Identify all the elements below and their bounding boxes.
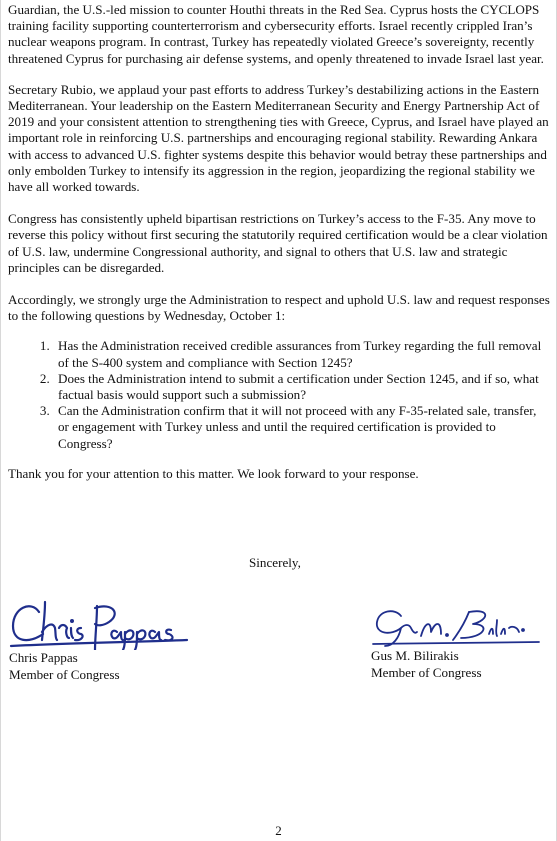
signatory-title: Member of Congress (371, 664, 482, 680)
question-item: 2. Does the Administration intend to submit a certification under Section 1245, and if so, what factual basis would support such a submission? (53, 371, 550, 403)
signatory-title: Member of Congress (9, 666, 120, 682)
signature-bilirakis (371, 606, 541, 648)
letter-body (8, 2, 550, 494)
paragraph-secretary-rubio: Secretary Rubio, we applaud your past efforts to address Turkey’s destabilizing actions in the Eastern Mediterranean. Your leadership on the Eastern Mediterranean Security and Energy Partnership Act of 2019 and your consistent attention to strengthening ties with Greece, Cyprus, and Israel have played an important role in reinforcing U.S. partnerships and encouraging regional stability. Rewarding Ankara with access to advanced U.S. fighter systems despite this behavior would betray these partnerships and only embolden Turkey to intensify its aggression in the region, jeopardizing the regional stability we have all worked towards. (8, 81, 549, 195)
closing-line: Thank you for your attention to this matter. We look forward to your response. (8, 465, 419, 481)
page-number: 2 (275, 823, 282, 838)
question-item: 1. Has the Administration received credible assurances from Turkey regarding the full removal of the S-400 system and compliance with Section 1245? (53, 338, 550, 370)
signature-block-pappas (9, 594, 209, 683)
signatory-name: Gus M. Bilirakis (371, 648, 459, 663)
paragraph-regional-context: Guardian, the U.S.-led mission to counter Houthi threats in the Red Sea. Cyprus hosts the CYCLOPS training facility supporting counterterrorism and cybersecurity efforts. Israel recently crippled Iran’s nuclear weapons program. In contrast, Turkey has repeatedly violated Greece’s sovereignty, recently threatened Cyprus for purchasing air defense systems, and openly threatened to invade Israel last year. (8, 2, 544, 66)
sign-off: Sincerely, (249, 555, 301, 570)
questions-list (8, 338, 550, 451)
question-item: 3. Can the Administration confirm that it will not proceed with any F-35-related sale, transfer, or engagement with Turkey unless and until the required certification is provided to Congress? (53, 403, 550, 452)
paragraph-congress-restrictions: Congress has consistently upheld bipartisan restrictions on Turkey’s access to the F-35. Any move to reverse this policy without first securing the statutorily required certification would be a clear violation of U.S. law, undermine Congressional authority, and signal to others that U.S. law and strategic principles can be disregarded. (8, 211, 548, 275)
signatory-name: Chris Pappas (9, 650, 78, 665)
signature-block-bilirakis (371, 606, 541, 681)
paragraph-request: Accordingly, we strongly urge the Administration to respect and uphold U.S. law and request responses to the following questions by Wednesday, October 1: (8, 292, 550, 324)
signature-pappas (9, 594, 189, 650)
